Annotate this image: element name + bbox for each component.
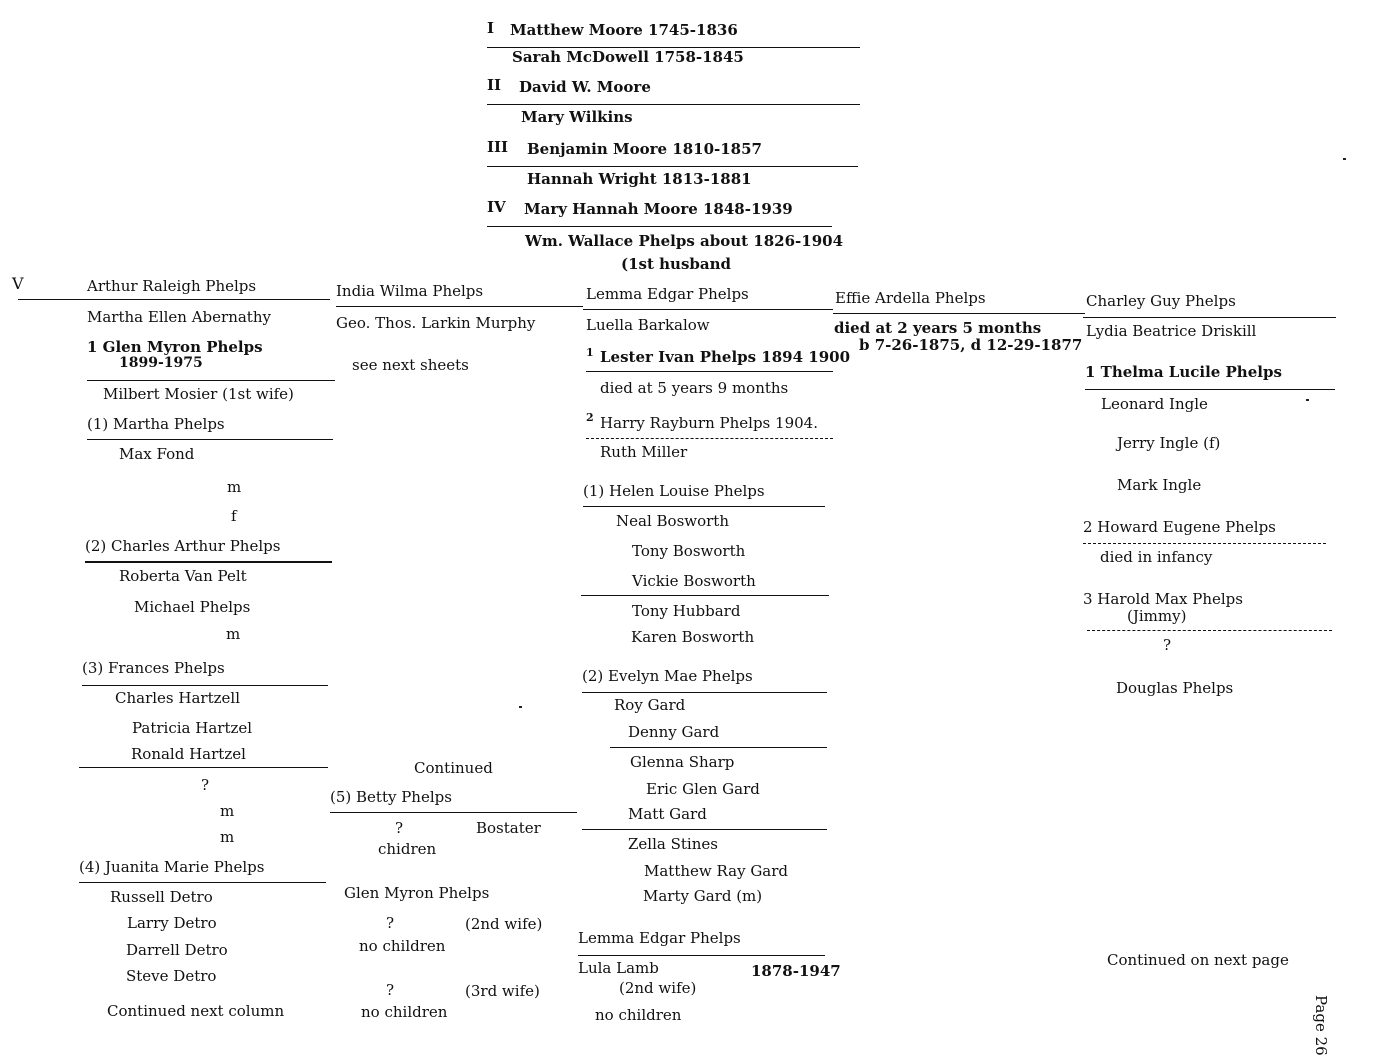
divider xyxy=(85,561,332,563)
col5-child-1-spouse: Leonard Ingle xyxy=(1101,395,1208,413)
divider xyxy=(586,371,833,372)
divider xyxy=(1085,389,1335,390)
col5-child-3-nickname: (Jimmy) xyxy=(1127,607,1187,625)
gen-4-label: IV xyxy=(487,198,506,216)
col5-grandchild-3: Douglas Phelps xyxy=(1116,679,1234,697)
divider xyxy=(582,829,827,830)
col3-gchild-1-child-1: Tony Bosworth xyxy=(632,542,746,560)
gen-5-label: V xyxy=(12,274,24,293)
col1-gchild-2-name: (2) Charles Arthur Phelps xyxy=(85,537,281,555)
divider xyxy=(1087,630,1332,631)
col1-name: Arthur Raleigh Phelps xyxy=(87,277,257,295)
col2-continued: Continued xyxy=(414,759,493,777)
col1-gchild-3-child-2: Ronald Hartzel xyxy=(131,745,246,763)
col2-gchild-5-spouse: Bostater xyxy=(476,819,541,837)
speck xyxy=(519,706,522,708)
divider xyxy=(82,685,328,686)
col3-gchild-1-name: (1) Helen Louise Phelps xyxy=(583,482,765,500)
col3-child-1-number: 1 xyxy=(586,346,594,359)
col3-gchild-2-child-2-spouse: Zella Stines xyxy=(628,835,718,853)
col1-gchild-4-child-2: Darrell Detro xyxy=(126,941,228,959)
divider xyxy=(79,767,328,768)
gen-2-name: David W. Moore xyxy=(519,78,651,96)
col1-gchild-3-child-1: Patricia Hartzel xyxy=(132,719,253,737)
col1-gchild-4-child-3: Steve Detro xyxy=(126,967,217,985)
col1-gchild-3-name: (3) Frances Phelps xyxy=(82,659,225,677)
col3-second-marriage-name: Lemma Edgar Phelps xyxy=(578,929,741,947)
divider xyxy=(583,309,833,310)
gen-3-name: Benjamin Moore 1810-1857 xyxy=(527,140,762,158)
col1-gchild-4-child-1: Larry Detro xyxy=(127,914,217,932)
col1-gchild-1-f: f xyxy=(231,507,237,525)
col1-gchild-4-name: (4) Juanita Marie Phelps xyxy=(79,858,265,876)
col2-second-wife-children: no children xyxy=(359,937,446,955)
col2-third-wife-label: (3rd wife) xyxy=(465,982,540,1000)
col1-gchild-2-child: Michael Phelps xyxy=(134,598,251,616)
divider xyxy=(87,380,335,381)
col3-name: Lemma Edgar Phelps xyxy=(586,285,749,303)
divider xyxy=(578,955,825,956)
col3-gchild-1-grandchild: Karen Bosworth xyxy=(631,628,755,646)
col1-gchild-1-spouse: Max Fond xyxy=(119,445,195,463)
col3-gchild-2-grandchild-1: Eric Glen Gard xyxy=(646,780,760,798)
col2-gchild-5-unknown: ? xyxy=(395,819,404,837)
col3-gchild-2-child-1-spouse: Glenna Sharp xyxy=(630,753,735,771)
col3-second-wife-note: (2nd wife) xyxy=(619,979,697,997)
divider xyxy=(487,166,858,167)
divider xyxy=(87,439,333,440)
col3-second-wife: Lula Lamb xyxy=(578,959,659,977)
col5-footer: Continued on next page xyxy=(1107,951,1289,969)
col1-gchild-1-name: (1) Martha Phelps xyxy=(87,415,225,433)
col3-gchild-2-name: (2) Evelyn Mae Phelps xyxy=(582,667,753,685)
col5-spouse: Lydia Beatrice Driskill xyxy=(1086,322,1257,340)
col3-gchild-2-child-2: Matt Gard xyxy=(628,805,707,823)
col1-gchild-3-spouse: Charles Hartzell xyxy=(115,689,240,707)
col1-gchild-3-unknown: ? xyxy=(201,776,210,794)
speck xyxy=(1343,158,1346,160)
col5-child-1-name: 1 Thelma Lucile Phelps xyxy=(1085,363,1282,381)
col5-child-2-note: died in infancy xyxy=(1100,548,1213,566)
col1-spouse: Martha Ellen Abernathy xyxy=(87,308,271,326)
col4-name: Effie Ardella Phelps xyxy=(835,289,986,307)
col3-child-2-spouse: Ruth Miller xyxy=(600,443,688,461)
gen-1-spouse: Sarah McDowell 1758-1845 xyxy=(512,48,744,66)
col3-gchild-2-spouse: Roy Gard xyxy=(614,696,686,714)
col1-gchild-2-spouse: Roberta Van Pelt xyxy=(119,567,247,585)
col3-spouse: Luella Barkalow xyxy=(586,316,710,334)
col3-gchild-1-child-2-spouse: Tony Hubbard xyxy=(632,602,741,620)
col3-gchild-1-child-2: Vickie Bosworth xyxy=(632,572,756,590)
gen-4-note: (1st husband xyxy=(621,255,731,273)
col4-note-1: died at 2 years 5 months xyxy=(834,319,1042,337)
col3-child-2-name: Harry Rayburn Phelps 1904. xyxy=(600,414,818,432)
col5-child-3-name: 3 Harold Max Phelps xyxy=(1083,590,1243,608)
speck xyxy=(1306,399,1309,401)
gen-2-spouse: Mary Wilkins xyxy=(521,108,633,126)
divider xyxy=(79,882,326,883)
col2-gchild-5-children: chidren xyxy=(378,840,437,858)
col1-child-1-name: 1 Glen Myron Phelps xyxy=(87,338,263,356)
col5-child-2-name: 2 Howard Eugene Phelps xyxy=(1083,518,1276,536)
gen-4-name: Mary Hannah Moore 1848-1939 xyxy=(524,200,793,218)
divider xyxy=(586,438,833,439)
col2-note: see next sheets xyxy=(352,356,469,374)
divider xyxy=(610,747,827,748)
col2-second-wife-label: (2nd wife) xyxy=(465,915,543,933)
col2-spouse: Geo. Thos. Larkin Murphy xyxy=(336,314,536,332)
col3-child-2-number: 2 xyxy=(586,411,594,424)
divider xyxy=(1083,543,1326,544)
col2-third-wife-unknown: ? xyxy=(386,981,395,999)
col3-gchild-2-grandchild-2: Matthew Ray Gard xyxy=(644,862,789,880)
col5-grandchild-2: Mark Ingle xyxy=(1117,476,1202,494)
gen-3-label: III xyxy=(487,138,509,156)
divider xyxy=(18,299,330,300)
col1-gchild-1-m: m xyxy=(227,478,242,496)
col5-name: Charley Guy Phelps xyxy=(1086,292,1236,310)
divider xyxy=(581,595,829,596)
col2-name: India Wilma Phelps xyxy=(336,282,484,300)
divider xyxy=(1083,317,1336,318)
col3-gchild-2-grandchild-3: Marty Gard (m) xyxy=(643,887,763,905)
col5-grandchild-1: Jerry Ingle (f) xyxy=(1117,434,1221,452)
page-number: Page 26 xyxy=(1312,995,1330,1056)
col1-gchild-3-m-2: m xyxy=(220,828,235,846)
col1-child-1-dates: 1899-1975 xyxy=(119,355,203,371)
col1-gchild-4-spouse: Russell Detro xyxy=(110,888,213,906)
col2-second-wife-unknown: ? xyxy=(386,914,395,932)
col2-third-wife-children: no children xyxy=(361,1003,448,1021)
col1-footer: Continued next column xyxy=(107,1002,285,1020)
col3-second-wife-dates: 1878-1947 xyxy=(751,962,841,980)
col3-second-wife-children: no children xyxy=(595,1006,682,1024)
gen-2-label: II xyxy=(487,76,502,94)
divider xyxy=(336,306,583,307)
col1-gchild-3-m-1: m xyxy=(220,802,235,820)
gen-4-spouse: Wm. Wallace Phelps about 1826-1904 xyxy=(525,232,844,250)
divider xyxy=(487,104,860,105)
gen-3-spouse: Hannah Wright 1813-1881 xyxy=(527,170,752,188)
divider xyxy=(582,692,827,693)
divider xyxy=(487,226,832,227)
col3-child-1-note: died at 5 years 9 months xyxy=(600,379,789,397)
col1-gchild-2-m: m xyxy=(226,625,241,643)
divider xyxy=(833,313,1085,314)
gen-1-name: Matthew Moore 1745-1836 xyxy=(510,21,738,39)
col2-gchild-5-name: (5) Betty Phelps xyxy=(330,788,452,806)
divider xyxy=(583,506,825,507)
col5-child-3-spouse: ? xyxy=(1163,636,1172,654)
col1-child-1-spouse: Milbert Mosier (1st wife) xyxy=(103,385,294,403)
col3-gchild-2-child-1: Denny Gard xyxy=(628,723,720,741)
col4-note-2: b 7-26-1875, d 12-29-1877 xyxy=(859,336,1083,354)
divider xyxy=(330,812,577,813)
gen-1-label: I xyxy=(487,19,495,37)
col2-second-marriage-name: Glen Myron Phelps xyxy=(344,884,490,902)
col3-child-1-name: Lester Ivan Phelps 1894 1900 xyxy=(600,348,851,366)
col3-gchild-1-spouse: Neal Bosworth xyxy=(616,512,729,530)
